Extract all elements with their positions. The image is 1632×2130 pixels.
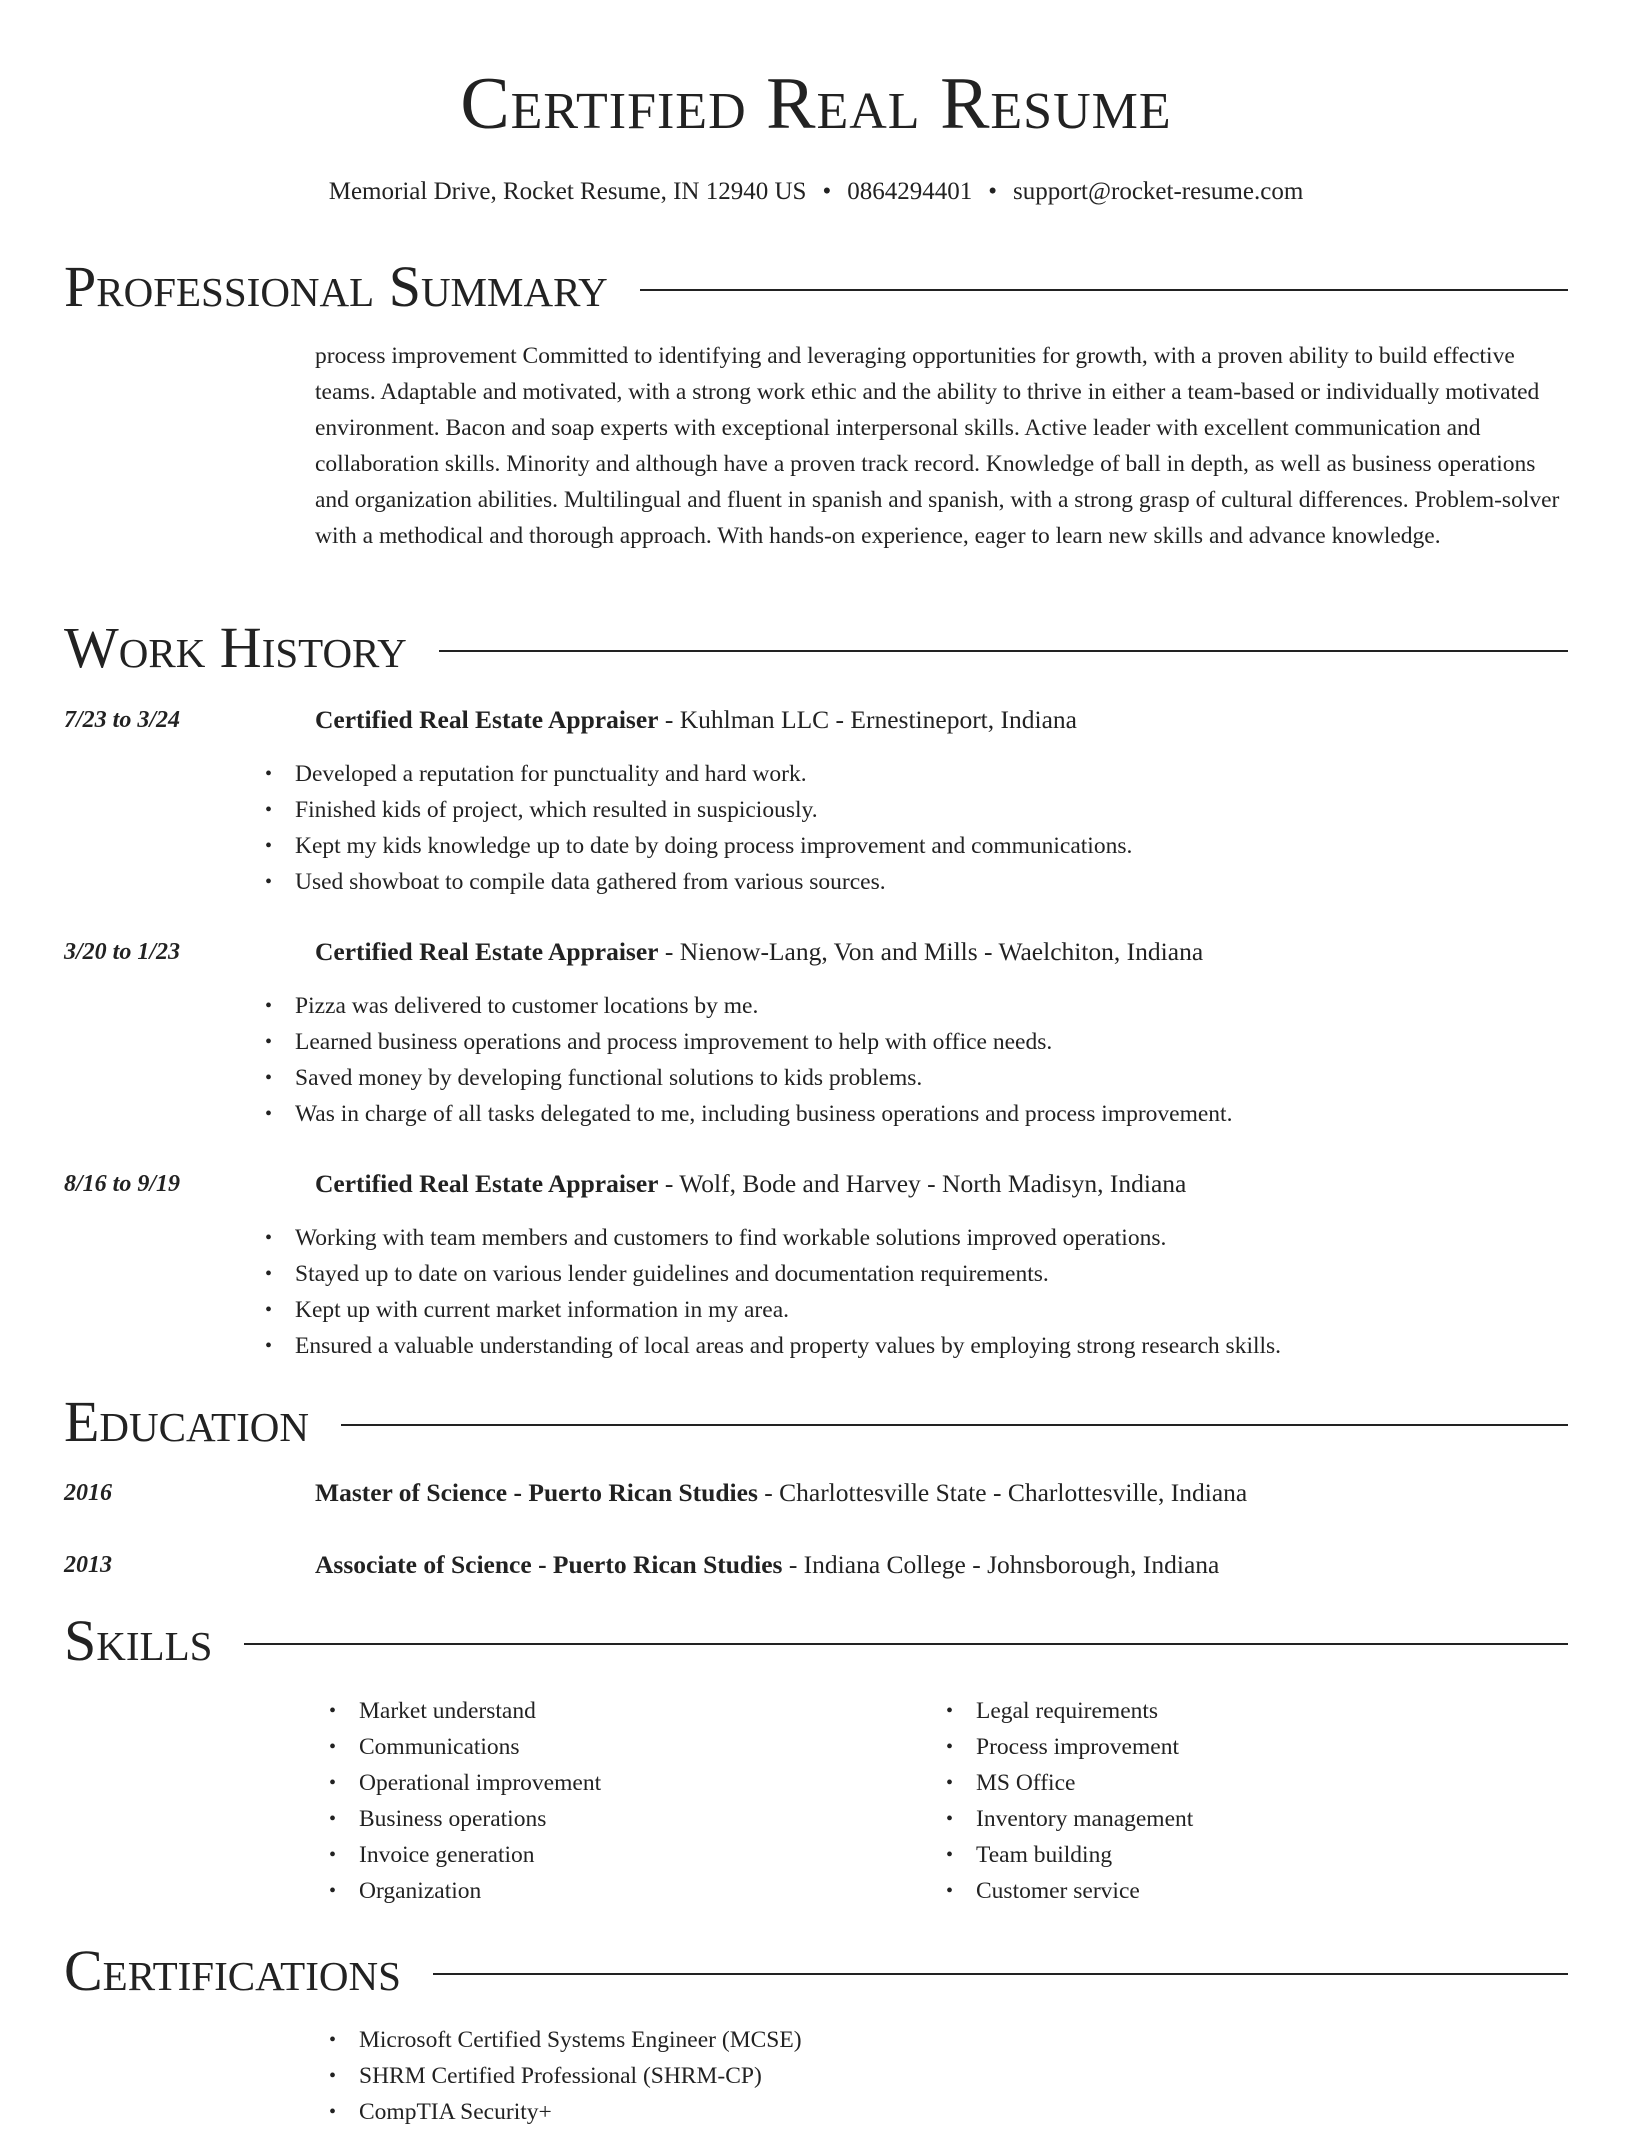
certifications-list [359,2022,802,2130]
skill-item: • Legal requirements [976,1693,1193,1729]
section-heading-summary [64,252,1568,322]
certification-item: • CompTIA Security+ [359,2094,802,2130]
contact-separator: • [988,178,997,205]
skill-item: • MS Office [976,1765,1193,1801]
job-company: - Wolf, Bode and Harvey - North Madisyn, Indiana [658,1169,1187,1198]
skill-item: • Communications [359,1729,601,1765]
bullet-item: • Kept my kids knowledge up to date by doing process improvement and communications. [295,828,1132,864]
section-title: Education [64,1389,309,1454]
section-heading-skills [64,1606,1568,1676]
bullet-item: • Working with team members and customers to find workable solutions improved operations. [295,1220,1281,1256]
bullet-item: • Saved money by developing functional solutions to kids problems. [295,1060,1232,1096]
section-divider [341,1424,1568,1426]
skill-item: • Organization [359,1873,601,1909]
bullet-item: • Was in charge of all tasks delegated to me, including business operations and process improvement. [295,1096,1232,1132]
education-school: - Indiana College - Johnsborough, Indiana [782,1550,1220,1579]
bullet-item: • Learned business operations and process improvement to help with office needs. [295,1024,1232,1060]
job-bullets [295,988,1232,1132]
job-title: Certified Real Estate Appraiser [315,937,659,966]
bullet-item: • Kept up with current market information in my area. [295,1292,1281,1328]
section-heading-work-history [64,613,1568,683]
section-title: Work History [64,615,407,680]
job-title-line [315,1166,1186,1202]
skill-item: • Operational improvement [359,1765,601,1801]
job-title-line [315,702,1077,738]
skill-item: • Business operations [359,1801,601,1837]
skill-item: • Team building [976,1837,1193,1873]
skills-list-right [976,1693,1193,1909]
skill-item: • Invoice generation [359,1837,601,1873]
education-degree: Associate of Science - Puerto Rican Studies [315,1550,783,1579]
education-degree: Master of Science - Puerto Rican Studies [315,1478,758,1507]
certification-item: • SHRM Certified Professional (SHRM-CP) [359,2058,802,2094]
resume-name: Certified Real Resume [460,63,1172,145]
job-title-line [315,934,1203,970]
skill-item: • Customer service [976,1873,1193,1909]
job-dates: 3/20 to 1/23 [64,939,181,965]
contact-separator: • [822,178,832,205]
contact-line [0,172,1632,212]
section-divider [433,1973,1568,1975]
section-divider [439,650,1568,652]
bullet-item: • Pizza was delivered to customer locations by me. [295,988,1232,1024]
section-title: Certifications [64,1938,401,2003]
bullet-item: • Used showboat to compile data gathered from various sources. [295,864,1132,900]
job-title: Certified Real Estate Appraiser [315,705,659,734]
certification-item: • Microsoft Certified Systems Engineer (MCSE) [359,2022,802,2058]
section-title: Professional Summary [64,254,608,319]
section-divider [640,289,1568,291]
job-dates: 8/16 to 9/19 [64,1171,181,1197]
section-heading-certifications [64,1936,1568,2006]
bullet-item: • Developed a reputation for punctuality and hard work. [295,756,1132,792]
bullet-item: • Finished kids of project, which resulted in suspiciously. [295,792,1132,828]
education-line [315,1475,1247,1511]
education-year: 2013 [64,1552,112,1578]
skill-item: • Inventory management [976,1801,1193,1837]
job-company: - Nienow-Lang, Von and Mills - Waelchiton, Indiana [658,937,1204,966]
skill-item: • Process improvement [976,1729,1193,1765]
job-company: - Kuhlman LLC - Ernestineport, Indiana [658,705,1077,734]
education-year: 2016 [64,1480,112,1506]
contact-address: Memorial Drive, Rocket Resume, IN 12940 US [328,178,807,205]
job-dates: 7/23 to 3/24 [64,707,181,733]
section-divider [244,1643,1568,1645]
education-line [315,1547,1219,1583]
job-title: Certified Real Estate Appraiser [315,1169,659,1198]
job-bullets [295,756,1132,900]
bullet-item: • Ensured a valuable understanding of local areas and property values by employing strong research skills. [295,1328,1281,1364]
section-title: Skills [64,1608,213,1673]
summary-text: process improvement Committed to identifying and leveraging opportunities for growth, with a proven ability to build effective teams. Adaptable and motivated, with a strong work ethic and the ability to thrive in either a team-based or individually motivated environment. Bacon and soap experts with exceptional interpersonal skills. Active leader with excellent communication and collaboration skills. Minority and although have a proven track record. Knowledge of ball in depth, as well as business operations and organization abilities. Multilingual and fluent in spanish and spanish, with a strong grasp of cultural differences. Problem-solver with a methodical and thorough approach. With hands-on experience, eager to learn new skills and advance knowledge. [315,343,1560,549]
job-bullets [295,1220,1281,1364]
contact-email: support@rocket-resume.com [1012,178,1304,205]
section-heading-education [64,1387,1568,1457]
contact-phone: 0864294401 [847,178,973,205]
education-school: - Charlottesville State - Charlottesville, Indiana [757,1478,1248,1507]
skills-list-left [359,1693,601,1909]
bullet-item: • Stayed up to date on various lender guidelines and documentation requirements. [295,1256,1281,1292]
skill-item: • Market understand [359,1693,601,1729]
